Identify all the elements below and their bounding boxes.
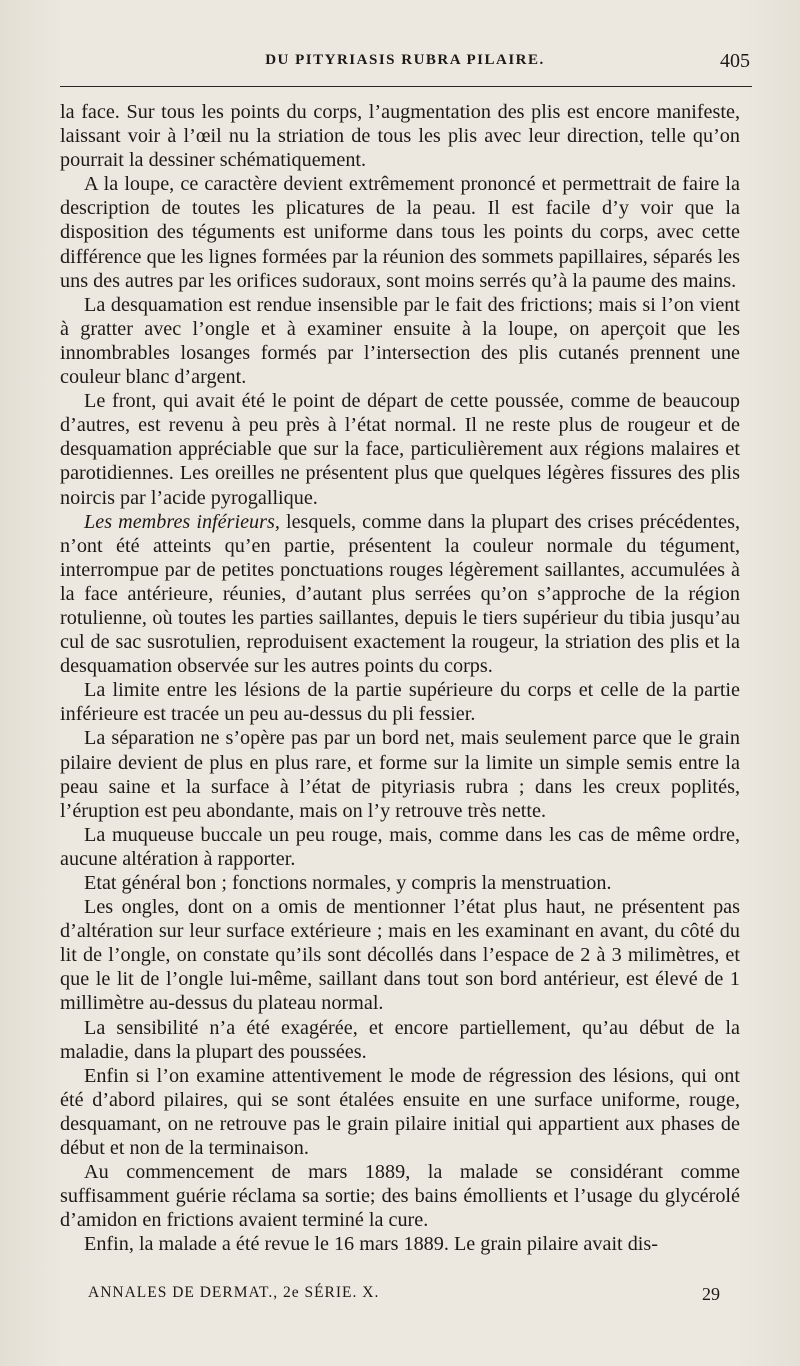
header-rule — [60, 86, 752, 87]
running-title: DU PITYRIASIS RUBRA PILAIRE. — [265, 52, 545, 68]
paragraph: La desquamation est rendue insensible par le fait des frictions; mais si l’on vient à gratter avec l’ongle et à examiner ensuite à la loupe, on aperçoit que les innombrables losanges formés par l’intersection des plis cutanés prennent une couleur blanc d’argent. — [60, 293, 740, 389]
journal-footer: ANNALES DE DERMAT., 2e SÉRIE. X. — [88, 1284, 380, 1301]
paragraph: la face. Sur tous les points du corps, l’augmentation des plis est encore manifeste, laissant voir à l’œil nu la striation de tous les plis avec leur direction, telle qu’on pourrait la dessiner schématiquement. — [60, 101, 740, 172]
page-footer — [88, 1284, 720, 1310]
running-header — [60, 50, 750, 78]
body-text — [60, 100, 740, 1257]
paragraph: A la loupe, ce caractère devient extrêmement prononcé et permettrait de faire la description de toutes les plicatures de la peau. Il est facile d’y voir que la disposition des téguments est uniforme dans tous les points du corps, avec cette différence que les lignes formées par la réunion des sommets papillaires, séparés les uns des autres par les orifices sudoraux, sont moins serrés qu’à la paume des mains. — [60, 173, 740, 292]
paragraph — [60, 510, 740, 679]
page-number: 405 — [720, 50, 750, 72]
paragraph: Le front, qui avait été le point de départ de cette poussée, comme de beaucoup d’autres, est revenu à peu près à l’état normal. Il ne reste plus de rougeur et de desquamation appréciable que sur la face, particulièrement aux régions malaires et parotidiennes. Les oreilles ne présentent plus que quelques légères fissures des plis noircis par l’acide pyrogallique. — [60, 390, 740, 509]
italic-lead: Les membres inférieurs, — [84, 510, 280, 533]
paragraph-rest: lesquels, comme dans la plupart des crises précédentes, n’ont été atteints qu’en partie, présentent la couleur normale du tégument, interrompue par de petites ponctuations rouges légèrement saillantes, accumulées à la face antérieure, réunies, d’autant plus serrées qu’on s’approche de la région rotulienne, où toutes les parties saillantes, depuis le tiers supérieur du tibia jusqu’au cul de sac susrotulien, reproduisent exactement la rougeur, la striation des plis et la desquamation observée sur les autres points du corps. — [60, 510, 740, 678]
paragraph: Enfin, la malade a été revue le 16 mars 1889. Le grain pilaire avait dis- — [84, 1233, 658, 1256]
paragraph: La limite entre les lésions de la partie supérieure du corps et celle de la partie inférieure est tracée un peu au-dessus du pli fessier. — [60, 679, 740, 726]
paragraph: Au commencement de mars 1889, la malade se considérant comme suffisamment guérie réclama sa sortie; des bains émollients et l’usage du glycérolé d’amidon en frictions avaient terminé la cure. — [60, 1161, 740, 1232]
paragraph: Etat général bon ; fonctions normales, y compris la menstruation. — [84, 872, 612, 894]
signature-mark: 29 — [702, 1284, 720, 1304]
paragraph: Enfin si l’on examine attentivement le mode de régression des lésions, qui ont été d’abord pilaires, qui se sont étalées ensuite en une surface uniforme, rouge, desquamant, on ne retrouve pas le grain pilaire initial qui appartient aux phases de début et non de la terminaison. — [60, 1064, 740, 1160]
paragraph: Les ongles, dont on a omis de mentionner l’état plus haut, ne présentent pas d’altération sur leur surface extérieure ; mais en les examinant en avant, du côté du lit de l’ongle, on constate qu’ils sont décollés dans l’espace de 2 à 3 milimètres, et que le lit de l’ongle lui-même, saillant dans tout son bord antérieur, est élevé de 1 millimètre au-dessus du plateau normal. — [60, 896, 740, 1015]
paragraph: La sensibilité n’a été exagérée, et encore partiellement, qu’au début de la maladie, dans la plupart des poussées. — [60, 1016, 740, 1063]
paragraph: La muqueuse buccale un peu rouge, mais, comme dans les cas de même ordre, aucune altération à rapporter. — [60, 823, 740, 870]
paragraph: La séparation ne s’opère pas par un bord net, mais seulement parce que le grain pilaire devient de plus en plus rare, et forme sur la limite un simple semis entre la peau saine et la surface à l’état de pityriasis rubra ; dans les creux poplités, l’éruption est peu abondante, mais on l’y retrouve très nette. — [60, 727, 740, 822]
